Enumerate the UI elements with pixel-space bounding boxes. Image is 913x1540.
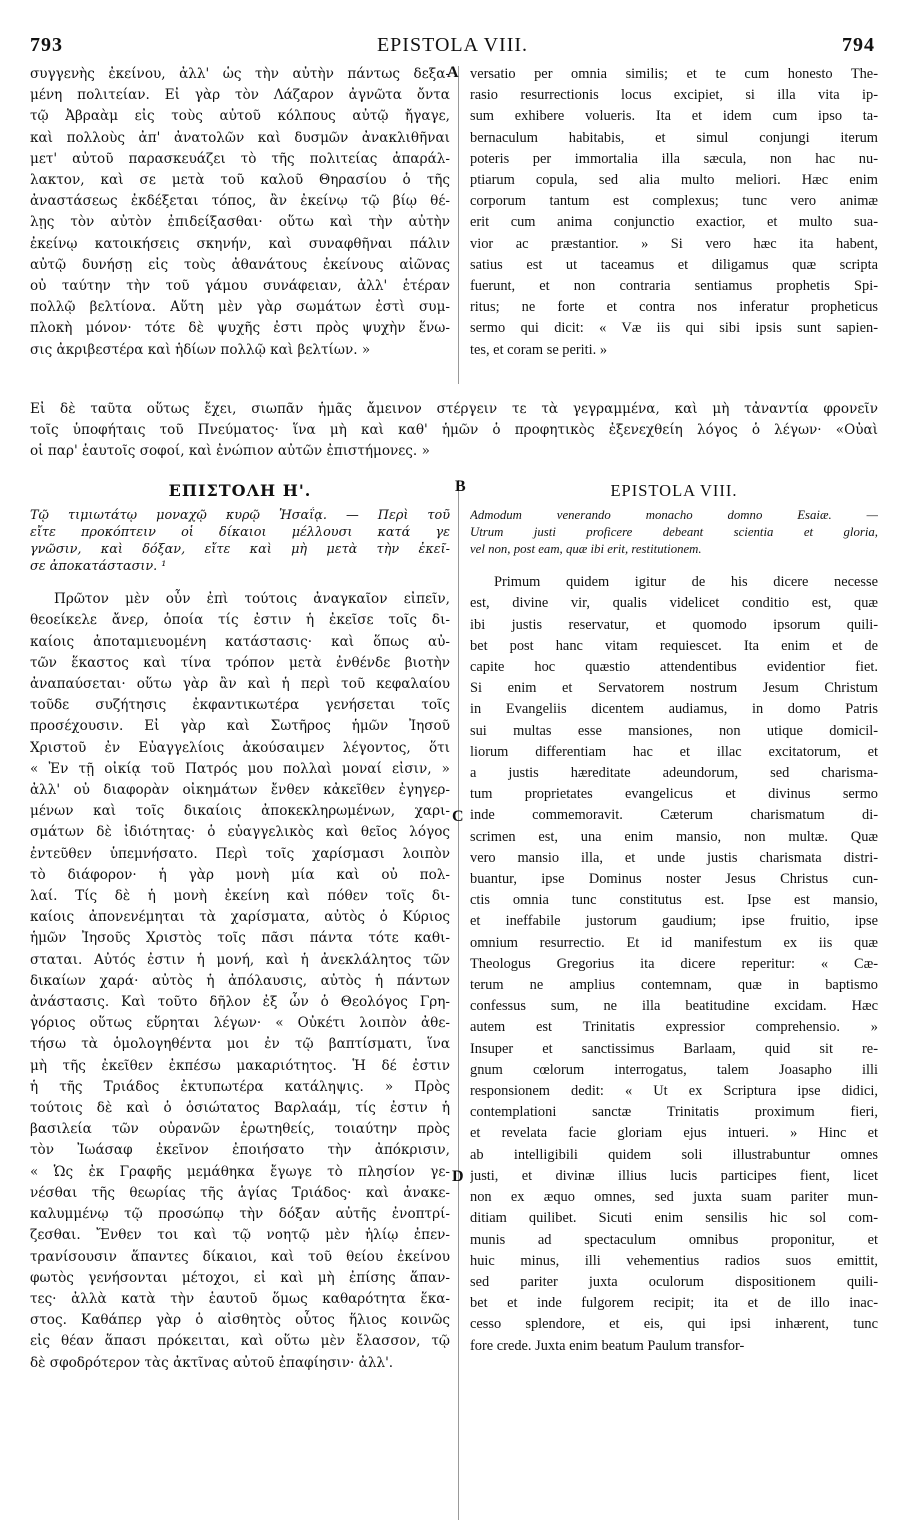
greek-text-line: ἀνάστασις. Καὶ τοῦτο δῆλον ἐξ ὧν ὁ Θεολόγος Γρη- [30, 994, 450, 1011]
latin-text-line: ptiarum copula, sed alia multo meliori. Hæc enim [470, 172, 878, 189]
latin-text-line: liorum differentiam hac et illac excitatorum, et [470, 743, 878, 760]
greek-text-line: στος. Καθάπερ γὰρ ὁ αἰσθητὸς οὗτος ἥλιος κοινῶς [30, 1312, 450, 1329]
margin-marker-d: D [452, 1168, 464, 1185]
greek-text-line: καλυμμένῳ τῷ προσώπῳ τὴν δόξαν αὐτῆς ἐνοπτρί- [30, 1206, 450, 1223]
page-number-left: 793 [30, 34, 63, 56]
latin-letter-title: EPISTOLA VIII. [610, 481, 738, 500]
latin-text-line: capite hoc quæstio attendentibus evidentior fiet. [470, 659, 878, 676]
latin-text-line: ritus; ne forte et contra nos inferatur propheticus [470, 299, 878, 316]
greek-text-line: Χριστοῦ ἐν Εὐαγγελίοις ἀκούσαιμεν λέγοντος, ὅτι [30, 739, 450, 756]
greek-text-line: τρανίσουσιν ἅπαντες δίκαιοι, καὶ τοῦ θείου ἐκείνου [30, 1248, 450, 1265]
latin-summary-line: Utrum justi proficere debeant scientia et gloria, [470, 525, 878, 540]
greek-text-line: καίοις ἀποταμιευομένη κατάστασις· καὶ ὅπως αὐ- [30, 633, 450, 650]
latin-text-line: Insuper et sanctissimus Barlaam, quid sit re- [470, 1040, 878, 1057]
latin-text-line: ibi justis reservatur, et quomodo ipsorum quili- [470, 616, 878, 633]
latin-text-line: sermo qui dicit: « Væ iis qui sibi ipsis sunt sapien- [470, 320, 878, 337]
greek-text-line: ἀλλ' οὐ διαφορὰν οἰκημάτων ἔνθεν κἀκεῖθεν ἐγηγερ- [30, 782, 450, 799]
latin-letter-body [470, 572, 878, 1357]
greek-text-line: βασιλεία τῶν οὐρανῶν ἐρωτηθείς, τοιαύτην πρὸς [30, 1121, 450, 1138]
latin-text-line: responsionem dedit: « Ut ex Scriptura ipse didici, [470, 1083, 878, 1100]
latin-text-line: fuerunt, et non contraria sentiamus prophetis Spi- [470, 278, 878, 295]
greek-text-line: λαί. Τίς δὲ ἡ μονὴ ἐκείνη καὶ πόθεν τοῖς δι- [30, 888, 450, 905]
margin-marker-a: A [447, 64, 459, 81]
greek-text-line: τὸν Ἰωάσαφ ἐκεῖνον ἐποιήσατο τὴν ἀπόκρισιν, [30, 1142, 450, 1159]
greek-text-line: μένων καὶ τοῖς δικαίοις ἀποκεκληρωμένων, χαρι- [30, 803, 450, 820]
greek-text-line: ἀναστάσεως ἐκδέξεται τόπος, ἂν ἐκείνῳ τῷ βίῳ θέ- [30, 193, 450, 210]
greek-text-line: καὶ πολλοὺς ἀπ' ἀνατολῶν καὶ δυσμῶν ἀνακλιθῆναι [30, 129, 450, 146]
greek-text-line: οἱ παρ' ἑαυτοῖς σοφοί, καὶ ἐνώπιον αὐτῶν ἐπιστήμονες. » [30, 443, 430, 460]
latin-text-line: cesso splendore, et eis, qui ipsi inhærent, tunc [470, 1316, 878, 1333]
latin-text-line: gnum cœlorum interrogatus, talem Joasapho illi [470, 1061, 878, 1078]
greek-text-line: ἐντεῦθεν ὑπεμνήσατο. Περὶ τοῖς χαρίσμασι λοιπὸν [30, 845, 450, 862]
greek-text-line: τῶν ἕκαστος καὶ τίνα τρόπον μετὰ ἐνθένδε βιοτὴν [30, 654, 450, 671]
greek-text-line: φωτὸς γενήσονται μέτοχοι, εἰ καὶ μὴ ἐπίσης ἅπαν- [30, 1269, 450, 1286]
greek-text-line: δικαίων χαρά· αὐτὸς ἡ ἀπόλαυσις, αὐτὸς ἡ πάντων [30, 972, 450, 989]
latin-text-line: bernaculum habitabis, et simul conjungi iterum [470, 129, 878, 146]
latin-text-line: et ineffabile justorum gaudium; ipse fruitio, ipse [470, 913, 878, 930]
greek-text-line: αὐτῷ δυνήσῃ εἰς τοὺς ἀθανάτους ἐκείνους αἰῶνας [30, 256, 450, 273]
latin-text-line: huic minus, illi vehementius radios suos emittit, [470, 1252, 878, 1269]
margin-marker-b: B [455, 478, 466, 495]
greek-text-line: Εἰ δὲ ταῦτα οὕτως ἔχει, σιωπᾶν ἡμᾶς ἄμεινον στέργειν τε τὰ γεγραμμένα, καὶ μὴ τἀναντία φρονεῖν [30, 401, 878, 417]
latin-text-line: poteris per immortalia illa sæcula, non hac nu- [470, 150, 878, 167]
greek-summary-line: γνῶσιν, καὶ δόξαν, εἴτε καὶ μὴ μετὰ τὴν ἐκεῖ- [30, 542, 450, 558]
greek-text-line: τήσω τὰ ὁμολογηθέντα μοι ἐν τῷ βαπτίσματι, ἵνα [30, 1036, 450, 1053]
greek-text-line: εἰς θέαν ἅπασι πρόκειται, καὶ οὕτω μὲν ἔλασσον, τῷ [30, 1333, 450, 1350]
greek-text-line: μένη πολιτείαν. Εἰ γὰρ τὸν Λάζαρον ἀγνῶτα ὄντα [30, 87, 450, 104]
greek-text-line: δὲ σφοδρότερον τὰς ἀκτῖνας αὐτοῦ ἐπαφίησιν· ἀλλ'. [30, 1354, 394, 1371]
greek-text-line: ἐκείνῳ κατοικήσεις σκηνήν, καὶ συναφθῆναι πάλιν [30, 235, 450, 252]
latin-text-line: ctis omnia tunc constitutus est. Ipse est mansio, [470, 892, 878, 909]
latin-text-line: Si enim et Servatorem nostrum Jesum Christum [470, 680, 878, 697]
greek-text-line: μετ' αὐτοῦ παρασκευάζει τὸ τῆς πολιτείας ἀπαράλ- [30, 150, 450, 167]
greek-text-line: Πρῶτον μὲν οὖν ἐπὶ τούτοις ἀναγκαῖον εἰπεῖν, [54, 591, 450, 608]
running-title: EPISTOLA VIII. [376, 34, 529, 56]
greek-text-line: πλοκὴ μόνον· τότε δὲ ψυχῆς ἐστι πρὸς ψυχὴν ἕνω- [30, 320, 450, 337]
greek-text-line: ἡ τῆς Τριάδος ἐκτυπωτέρα κατάληψις. » Πρὸς [30, 1078, 450, 1095]
greek-text-line: γόριος οὕτως εὕρηται λέγων· « Οὐκέτι λοιπὸν ἀθε- [30, 1015, 450, 1032]
latin-text-line: ab intelligibili quidem soli illustrabuntur omnes [470, 1146, 878, 1163]
latin-text-line: in Evangeliis dicentem audiamus, in domo Patris [470, 701, 878, 718]
greek-text-line: τῷ Ἀβραὰμ εἰς τοὺς αὐτοῦ κόλπους αὐτῷ ἤγαγε, [30, 108, 450, 125]
latin-text-line: inde commemoravit. Cæterum charismatum di- [470, 807, 878, 824]
latin-text-line: omnium resurrectio. Et id manifestum ex iis quæ [470, 934, 878, 951]
greek-text-line: ζεσθαι. Ἔνθεν τοι καὶ τῷ νοητῷ μὲν ἡλίῳ ἐπεν- [30, 1227, 450, 1244]
latin-text-line: non ex æquo omnes, sed juxta suam pariter mun- [470, 1189, 878, 1206]
greek-text-line: σις ἀκριβεστέρα καὶ ἡδίων πολλῷ καὶ βελτίων. » [30, 341, 371, 358]
greek-text-line: νέσθαι τῆς θεωρίας τῆς ἁγίας Τριάδος· καὶ ἀνακε- [30, 1184, 450, 1201]
greek-text-line: « Ὡς ἐκ Γραφῆς μεμάθηκα ἔγωγε τὸ πλησίον γε- [30, 1163, 450, 1180]
greek-letter-summary [30, 507, 450, 575]
latin-letter-summary [470, 507, 878, 558]
greek-letter-body [30, 589, 450, 1374]
latin-text-line: terum ne amplius contemnam, quæ in baptismo [470, 977, 878, 994]
latin-text-line: sum exhibere volueris. Ita et idem cum ipso ta- [470, 108, 878, 125]
greek-text-line: καίοις ἀπονενέμηται τὰ χαρίσματα, αὐτὸς ὁ Κύριος [30, 909, 450, 926]
greek-summary-line: εἴτε προκόπτειν οἱ δίκαιοι μέλλουσι κατά γε [30, 525, 450, 541]
latin-text-line: corporum tantum est complexus; tunc vero animæ [470, 193, 878, 210]
latin-text-line: autem est Trinitatis expressior comprehensio. » [470, 1019, 878, 1036]
greek-text-line: οὐ ταύτην τὴν τοῦ γάμου συνάφειαν, ἀλλ' ἑτέραν [30, 278, 450, 295]
latin-column-main [470, 478, 878, 1357]
margin-marker-c: C [452, 808, 464, 825]
greek-column-top [30, 64, 450, 361]
page-number-right: 794 [842, 34, 875, 56]
latin-text-line: buantur, ipse Dominus noster Jesus Christus cun- [470, 871, 878, 888]
greek-summary-line: Τῷ τιμιωτάτῳ μοναχῷ κυρῷ Ἠσαΐᾳ. — Περὶ τοῦ [30, 508, 450, 524]
greek-column-main [30, 478, 450, 1374]
latin-text-line: erit cum anima conjunctio exactior, et multo sua- [470, 214, 878, 231]
greek-text-line: τες· ἀλλὰ κατὰ τὴν ἑαυτοῦ ὅμως καθαρότητα ἕκα- [30, 1290, 450, 1307]
latin-text-line: rasio resurrectionis locus excipiet, si illa vita ip- [470, 87, 878, 104]
greek-text-line: συγγενὴς ἐκείνου, ἀλλ' ὡς τὴν αὐτὴν πάντως δεξα- [30, 66, 450, 82]
greek-summary-line: σε ἀποκατάστασιν. ¹ [30, 559, 167, 575]
column-divider-top [458, 66, 459, 384]
latin-text-line: tum proprietates evangelicus et divinus sermo [470, 786, 878, 803]
greek-text-line: λῃς τὸν αὐτὸν ἐπιδείξασθαι· οὕτω καὶ τὴν αὐτὴν [30, 214, 450, 231]
greek-text-line: πολλῷ βελτίονα. Αὕτη μὲν γὰρ σωμάτων ἐστὶ συμ- [30, 299, 450, 316]
latin-summary-line: Admodum venerando monacho domno Esaiæ. — [470, 508, 878, 523]
greek-text-line: ἡμῶν Ἰησοῦς Χριστὸς τοῖς πᾶσι πάντα τότε καθι- [30, 930, 450, 947]
latin-summary-line: vel non, post eam, quæ ibi erit, restitutionem. [470, 542, 702, 557]
greek-text-line: λακτον, καὶ σε μετὰ τοῦ καλοῦ Θηρασίου ὁ τῆς [30, 172, 450, 189]
latin-text-line: confessus sum, ne illa beatitudine excidam. Hæc [470, 998, 878, 1015]
greek-text-line: τοῖς ὑποφήταις τοῦ Πνεύματος· ἵνα μὴ καὶ καθ' ἡμῶν ὁ προφητικὸς ἐξενεχθείη λόγος ὁ λέγων· «Οὐαὶ [30, 422, 878, 439]
latin-text-line: Theologus Gregorius ita dicere reperitur: « Cæ- [470, 955, 878, 972]
greek-letter-title: ΕΠΙΣΤΟΛΗ Η'. [168, 481, 312, 500]
latin-text-line: est, divine vir, qualis videlicet conditio est, quæ [470, 595, 878, 612]
greek-text-line: « Ἐν τῇ οἰκίᾳ τοῦ Πατρός μου πολλαὶ μοναί εἰσιν, » [30, 760, 450, 777]
greek-text-line: θεοείκελε ἄνερ, ὁποία τίς ἐστιν ἡ ἐκεῖσε τοῖς δι- [30, 612, 450, 629]
latin-text-line: ditiam quilibet. Sicuti enim sensilis hic sol com- [470, 1210, 878, 1227]
column-divider-main [458, 480, 459, 1520]
latin-text-line: et revelata facie gloriam ejus intueri. » Hinc et [470, 1125, 878, 1142]
greek-text-line: μὴ τῆς ἐκεῖθεν ἐκπέσω μακαριότητος. Ἡ δέ ἐστιν [30, 1057, 450, 1074]
greek-text-line: σμάτων δὲ ἰδιότητας· ὁ εὐαγγελικὸς καὶ θεῖος λόγος [30, 824, 450, 841]
latin-text-line: munis ad spectaculum omnibus proponitur, et [470, 1231, 878, 1248]
page-header [30, 34, 875, 64]
latin-text-line: scrimen est, una enim mansio, non multæ. Quæ [470, 828, 878, 845]
latin-text-line: contemplationi sanctæ Trinitatis proximum fieri, [470, 1104, 878, 1121]
greek-text-line: ἀναπαύσεται· οὕτω γὰρ ἂν καὶ ἡ περὶ τοῦ κεφαλαίου [30, 676, 450, 693]
latin-text-line: bet et inde fulgorem recipit; ita et de illo inac- [470, 1295, 878, 1312]
greek-text-line: τοῦδε συζήτησις ἐκφαντικωτέρα γενήσεται τοῖς [30, 697, 450, 714]
greek-text-line: τὸ διάφορον· ἡ γὰρ μονὴ μία καὶ οὐ πολ- [30, 866, 450, 883]
greek-text-line: προσέχουσιν. Εἰ γὰρ καὶ Σωτῆρος ἡμῶν Ἰησοῦ [30, 718, 450, 735]
latin-text-line: tes, et coram se periti. » [470, 341, 608, 358]
latin-text-line: bet post hanc vitam requiescet. Ita enim et de [470, 637, 878, 654]
latin-column-top [470, 64, 878, 361]
latin-text-line: satius est ut taceamus et diligamus quæ scripta [470, 256, 878, 273]
greek-fullwidth-passage [30, 399, 878, 463]
greek-text-line: σταται. Αὐτός ἐστιν ἡ μονή, καὶ ἡ ἀνεκλάλητος τῶν [30, 951, 450, 968]
latin-text-line: sed pariter juxta oculorum dispositionem quili- [470, 1273, 878, 1290]
latin-text-line: fore crede. Juxta enim beatum Paulum transfor- [470, 1337, 745, 1354]
latin-text-line: versatio per omnia similis; et te cum honesto The- [470, 66, 878, 82]
latin-text-line: a justis hæreditate adeundorum, sed charisma- [470, 765, 878, 782]
greek-text-line: τούτοις δὲ καὶ ὁ ὁσιώτατος Βαρλαάμ, τίς ἐστιν ἡ [30, 1100, 450, 1117]
latin-text-line: vero mansio illa, et unde justis charismata distri- [470, 849, 878, 866]
latin-text-line: justi, et divinæ illius lucis participes fient, licet [470, 1167, 878, 1184]
latin-text-line: Primum quidem igitur de his dicere necesse [494, 574, 878, 591]
latin-text-line: sui multas esse mansiones, non utique domicil- [470, 722, 878, 739]
latin-text-line: vior ac præstantior. » Si vero hæc ita habent, [470, 235, 878, 252]
